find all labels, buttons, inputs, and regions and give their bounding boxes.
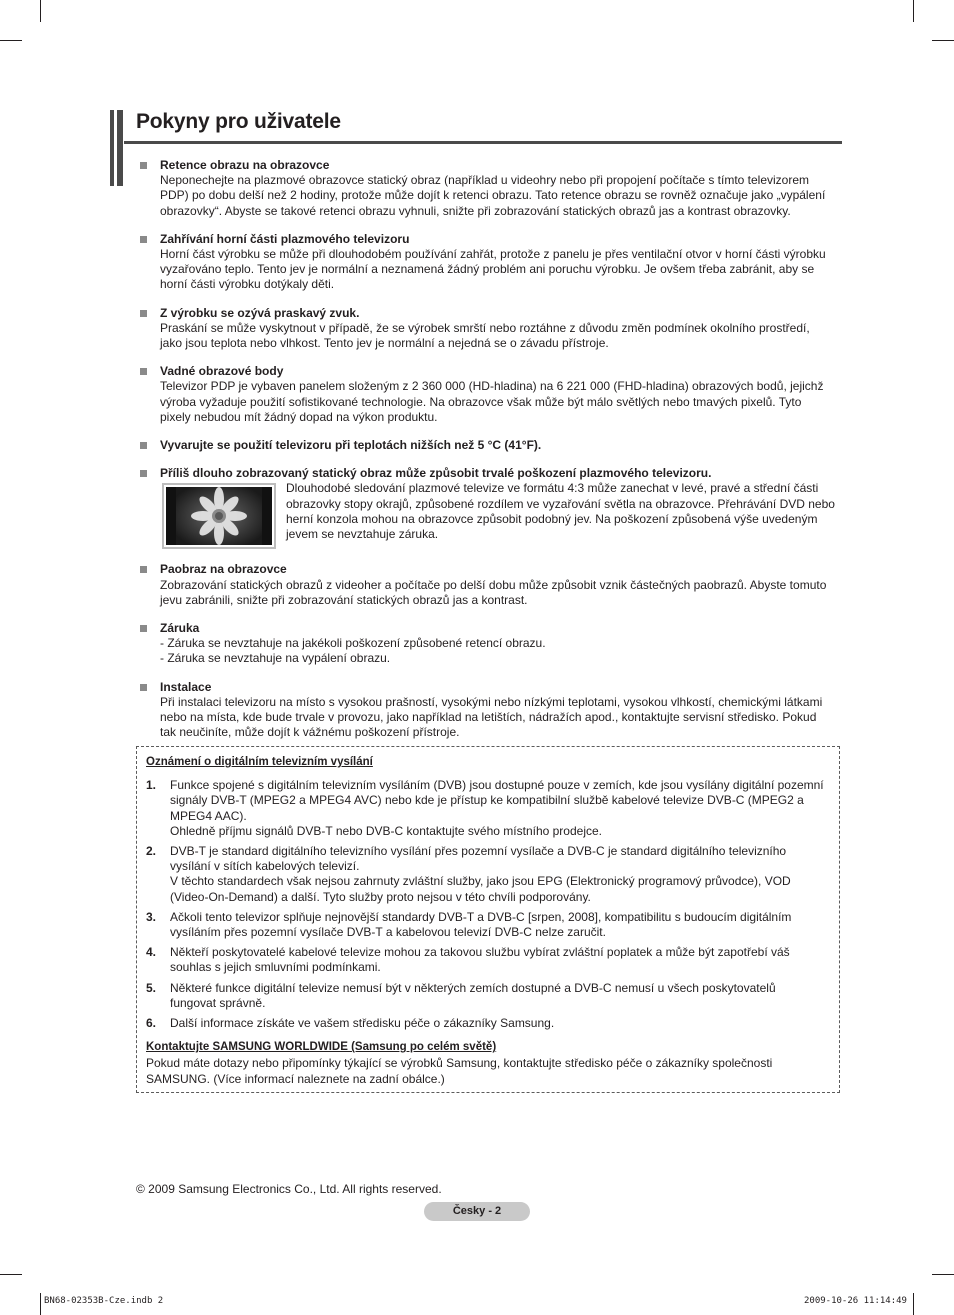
bullet-square-icon [140,368,147,375]
content [138,158,842,753]
notice-item [146,910,830,940]
section-installation [138,680,842,741]
page-number-badge: Česky - 2 [424,1202,530,1221]
crop-mark [913,0,914,22]
bullet-square-icon [140,310,147,317]
section-body: Při instalaci televizoru na místo s vysokou prašností, vysokými nebo nízkými teplotami, vysokou vlhkostí, chemickými látkami nebo na místa, kde bude trvale v provozu, jako například na letištích, nádražích apod., kontaktujte servisní středisko. Pokud tak neučiníte, může dojít k vážnému poškození přístroje. [160,694,823,740]
section-heading: Instalace [160,679,212,694]
bullet-square-icon [140,566,147,573]
item-number: 6. [146,1016,157,1031]
section-heading: Vadné obrazové body [160,364,284,379]
section-heading: Příliš dlouho zobrazovaný statický obraz může způsobit trvalé poškození plazmového televizoru. [160,466,712,481]
image-text-row [160,481,842,549]
bullet-square-icon [140,162,147,169]
section-image-retention [138,158,842,219]
bullet-square-icon [140,442,147,449]
section-afterimage [138,562,842,608]
item-number: 2. [146,844,157,859]
section-defective-pixels [138,364,842,425]
section-low-temperature [138,438,842,453]
digital-broadcast-notice [136,746,840,1093]
section-static-image [138,466,842,549]
section-body: Praskání se může vyskytnout v případě, že se výrobek smrští nebo roztáhne z důvodu změn podmínek okolního prostředí, jako jsou teplota nebo vlhkost. Tento jev je normální a nejedná se o závadu přístroje. [160,320,810,351]
crop-mark [932,40,954,41]
crop-mark [0,1274,22,1275]
section-heating [138,232,842,293]
section-heading: Paobraz na obrazovce [160,562,287,577]
item-number: 4. [146,945,157,960]
section-heading: Vyvarujte se použití televizoru při teplotách nižších než 5 °C (41°F). [160,438,542,453]
crop-mark [913,1293,914,1315]
contact-body: Pokud máte dotazy nebo připomínky týkající se výrobků Samsung, kontaktujte středisko péče o zákazníky společnosti SAMSUNG. (Více informací naleznete na zadní obálce.) [146,1056,773,1086]
item-text: Funkce spojené s digitálním televizním vysíláním (DVB) jsou dostupné pouze v zemích, kde jsou vysílány digitální pozemní signály DVB-T (MPEG2 a MPEG4 AVC) nebo kde je přístup ke kompatibilní službě kabelové televize DVB-C (MPEG2 a MPEG4 AAC). Ohledně příjmu signálů DVB-T nebo DVB-C kontaktujte svého místního prodejce. [170,778,824,838]
flower-image [166,487,272,545]
crop-mark [40,0,41,22]
notice-heading: Oznámení o digitálním televizním vysílání [146,756,373,768]
section-body: Televizor PDP je vybaven panelem složeným z 2 360 000 (HD-hladina) na 6 221 000 (FHD-hladina) obrazových bodů, jejichž výroba vyžaduje použití sofistikované technologie. Na obrazovce však může být málo světlých nebo tmavých pixelů. Tyto pixely nebudou mít žádný dopad na výkon produktu. [160,379,824,424]
item-number: 1. [146,778,157,793]
item-number: 5. [146,980,157,995]
item-text: Někteří poskytovatelé kabelové televize mohou za takovou službu vybírat zvláštní poplatek a může být zapotřebí váš souhlas s jejich smluvními podmínkami. [170,945,790,975]
section-crackling [138,306,842,352]
title-decoration [110,110,124,186]
notice-item [146,778,830,839]
section-heading: Z výrobku se ozývá praskavý zvuk. [160,305,360,320]
flower-photo [162,483,276,549]
copyright: © 2009 Samsung Electronics Co., Ltd. All rights reserved. [136,1182,442,1196]
section-body: Horní část výrobku se může při dlouhodobém používání zahřát, protože z panelu je přes ventilační otvor v horní části výrobku vyzařováno teplo. Tento jev je normální a neznamená žádný problém ani poruchu výrobku. Je ovšem třeba zabránit, aby se horní části výrobku dotýkaly děti. [160,247,826,292]
notice-item [146,1016,830,1031]
footer-timestamp: 2009-10-26 11:14:49 [804,1296,907,1306]
notice-item [146,981,830,1011]
contact-block [146,1040,830,1087]
item-text: Ačkoli tento televizor splňuje nejnovější standardy DVB-T a DVB-C [srpen, 2008], kompatibilitu s budoucím digitálním vysíláním přes pozemní vysílače DVB-T a kabelovou televizí DVB-C nelze zaručit. [170,909,792,940]
crop-mark [932,1274,954,1275]
section-warranty [138,621,842,667]
section-heading: Retence obrazu na obrazovce [160,158,330,172]
item-text: Další informace získáte ve vašem středisku péče o zákazníky Samsung. [170,1016,555,1031]
bullet-square-icon [140,684,147,691]
item-text: Některé funkce digitální televize nemusí být v některých zemích dostupné a DVB-C nemusí u všech poskytovatelů fungovat správně. [170,980,776,1010]
bullet-square-icon [140,470,147,477]
page-title: Pokyny pro uživatele [136,110,341,133]
section-heading: Záruka [160,621,200,636]
notice-item [146,844,830,905]
item-text: DVB-T je standard digitálního televizního vysílání přes pozemní vysílače a DVB-C je standard digitálního televizního vysílání v sítích kabelových televizí. V těchto standardech však nejsou zahrnuty zvláštní služby, jako jsou EPG (Elektronický programový průvodce), VOD (Video-On-Demand) a další. Tyto služby proto nejsou v této chvíli podporovány. [170,844,791,904]
bullet-square-icon [140,236,147,243]
section-body: Dlouhodobé sledování plazmové televize ve formátu 4:3 může zanechat v levé, pravé a střední části obrazovky stopy okrajů, způsobené rozdílem ve vyzařování světla na obrazovce. Přehrávání DVD nebo herní konzola mohou na obrazovce způsobit podobný jev. Na poškození způsobená výše uvedeným jevem se nevztahuje záruka. [286,481,835,542]
section-body: Zobrazování statických obrazů z videoher a počítače po delší dobu může způsobit vznik částečných paobrazů. Abyste tomuto jevu zabránili, snižte při zobrazování statických obrazů jas a kontrast. [160,577,827,607]
bullet-square-icon [140,625,147,632]
contact-heading: Kontaktujte SAMSUNG WORLDWIDE (Samsung po celém světě) [146,1041,497,1054]
crop-mark [0,40,22,41]
item-number: 3. [146,909,157,924]
footer-file-info: BN68-02353B-Cze.indb 2 [44,1296,164,1306]
section-body: Neponechejte na plazmové obrazovce statický obraz (například u videohry nebo při propojení počítače s tímto televizorem PDP) po dobu delší než 2 hodiny, protože může dojít k retenci obrazu. Tato retence obrazu se rovněž označuje jako „vypálení obrazovky“. Abyste se takové retenci obrazu vyhnuli, snižte při zobrazování statických obrazů jas a kontrast obrazovky. [160,173,826,218]
section-heading: Zahřívání horní části plazmového televizoru [160,231,410,246]
crop-mark [40,1293,41,1315]
notice-item [146,945,830,975]
section-body: - Záruka se nevztahuje na jakékoli poškození způsobené retencí obrazu. - Záruka se nevztahuje na vypálení obrazu. [160,636,546,666]
title-rule [124,141,842,144]
